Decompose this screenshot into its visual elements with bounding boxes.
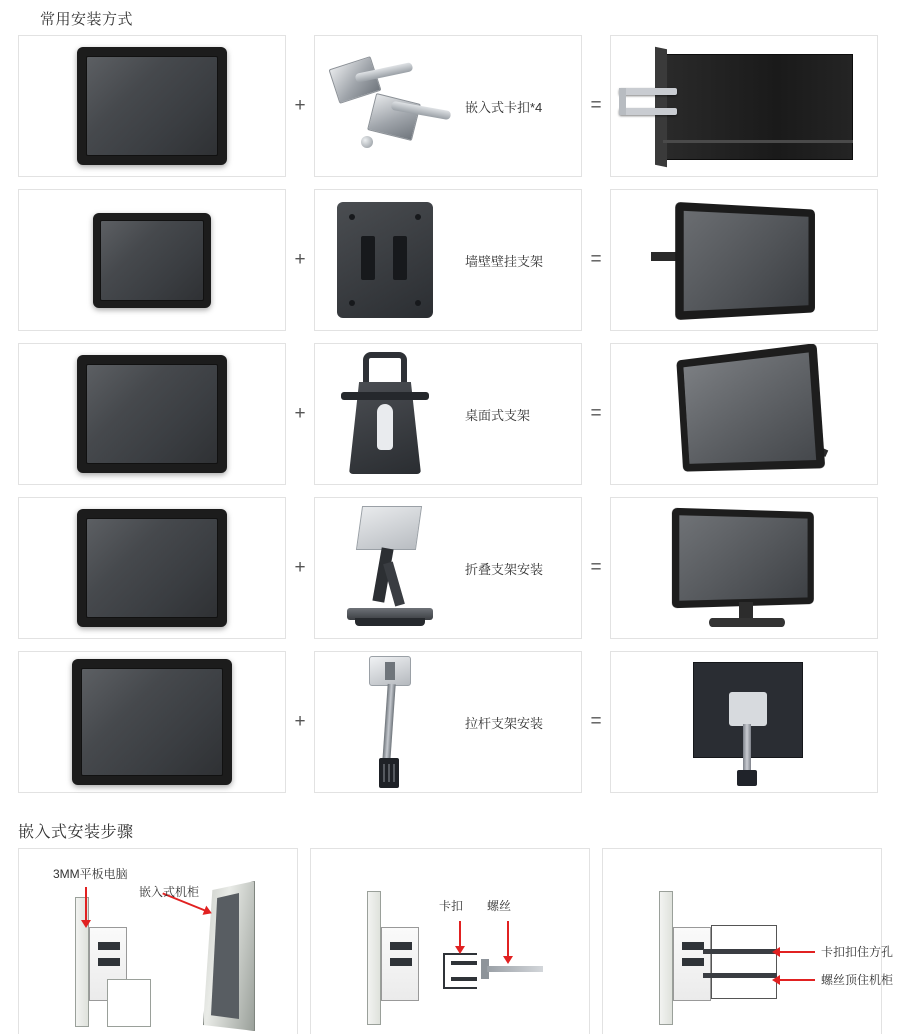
desktop-stand-image: [315, 344, 465, 484]
result-cell: [610, 189, 878, 331]
arrow-left-icon: [779, 979, 815, 981]
plus-operator: +: [294, 557, 306, 578]
embedded-clip-image: [315, 36, 465, 176]
equals-operator: =: [590, 249, 602, 270]
result-cell: [610, 651, 878, 793]
product-cell: [18, 189, 286, 331]
equals-operator: =: [590, 557, 602, 578]
method-row: [18, 651, 882, 793]
accessory-cell: [314, 189, 582, 331]
wall-mount-result-image: [611, 190, 877, 330]
product-cell: [18, 343, 286, 485]
plus-operator: +: [294, 95, 306, 116]
folding-stand-image: [315, 498, 465, 638]
tablet-pc-front-image: [77, 47, 227, 165]
tablet-pc-front-image: [72, 659, 232, 785]
method-row: [18, 35, 882, 177]
accessory-label: 嵌入式卡扣*4: [465, 99, 543, 115]
method-row: [18, 343, 882, 485]
accessory-cell: [314, 497, 582, 639]
result-cell: [610, 497, 878, 639]
pole-stand-result-image: [611, 652, 877, 792]
step1-label-device: 3MM平板电脑: [53, 867, 128, 881]
equals-operator: =: [590, 711, 602, 732]
folding-stand-result-image: [611, 498, 877, 638]
wall-mount-bracket-image: [315, 190, 465, 330]
plus-operator: +: [294, 249, 306, 270]
product-cell: [18, 651, 286, 793]
method-row: [18, 189, 882, 331]
result-cell: [610, 343, 878, 485]
equals-operator: =: [590, 95, 602, 116]
step3-label-clip-hole: 卡扣扣住方孔: [821, 945, 894, 959]
plus-operator: +: [294, 711, 306, 732]
arrow-down-icon: [507, 921, 509, 957]
result-cell: [610, 35, 878, 177]
accessory-cell: [314, 651, 582, 793]
desktop-stand-result-image: [611, 344, 877, 484]
step-diagram-2: [310, 848, 590, 1034]
accessory-label: 墙壁壁挂支架: [465, 253, 544, 269]
methods-grid: [0, 35, 900, 793]
accessory-label: 拉杆支架安装: [465, 715, 544, 731]
plus-operator: +: [294, 403, 306, 424]
step2-label-clip: 卡扣: [439, 899, 464, 913]
step1-label-cabinet: 嵌入式机柜: [139, 885, 200, 899]
arrow-left-icon: [779, 951, 815, 953]
product-cell: [18, 35, 286, 177]
accessory-label: 折叠支架安装: [465, 561, 544, 577]
arrow-down-icon: [85, 887, 87, 921]
pole-stand-image: [315, 652, 465, 792]
tablet-pc-front-image: [93, 213, 211, 308]
accessory-cell: [314, 35, 582, 177]
step2-label-screw: 螺丝: [487, 899, 512, 913]
step-diagram-1: [18, 848, 298, 1034]
tablet-pc-front-image: [77, 509, 227, 627]
equals-operator: =: [590, 403, 602, 424]
method-row: [18, 497, 882, 639]
arrow-down-icon: [459, 921, 461, 947]
product-cell: [18, 497, 286, 639]
accessory-cell: [314, 343, 582, 485]
tablet-pc-front-image: [77, 355, 227, 473]
embedded-steps-diagrams: [0, 848, 900, 1034]
methods-section-title: 常用安装方式: [40, 11, 134, 28]
accessory-label: 桌面式支架: [465, 407, 531, 423]
steps-section-title: 嵌入式安装步骤: [18, 824, 134, 841]
step-diagram-3: [602, 848, 894, 1034]
step3-label-screw-cabinet: 螺丝顶住机柜: [821, 973, 894, 987]
embedded-clip-result-image: [611, 36, 877, 176]
